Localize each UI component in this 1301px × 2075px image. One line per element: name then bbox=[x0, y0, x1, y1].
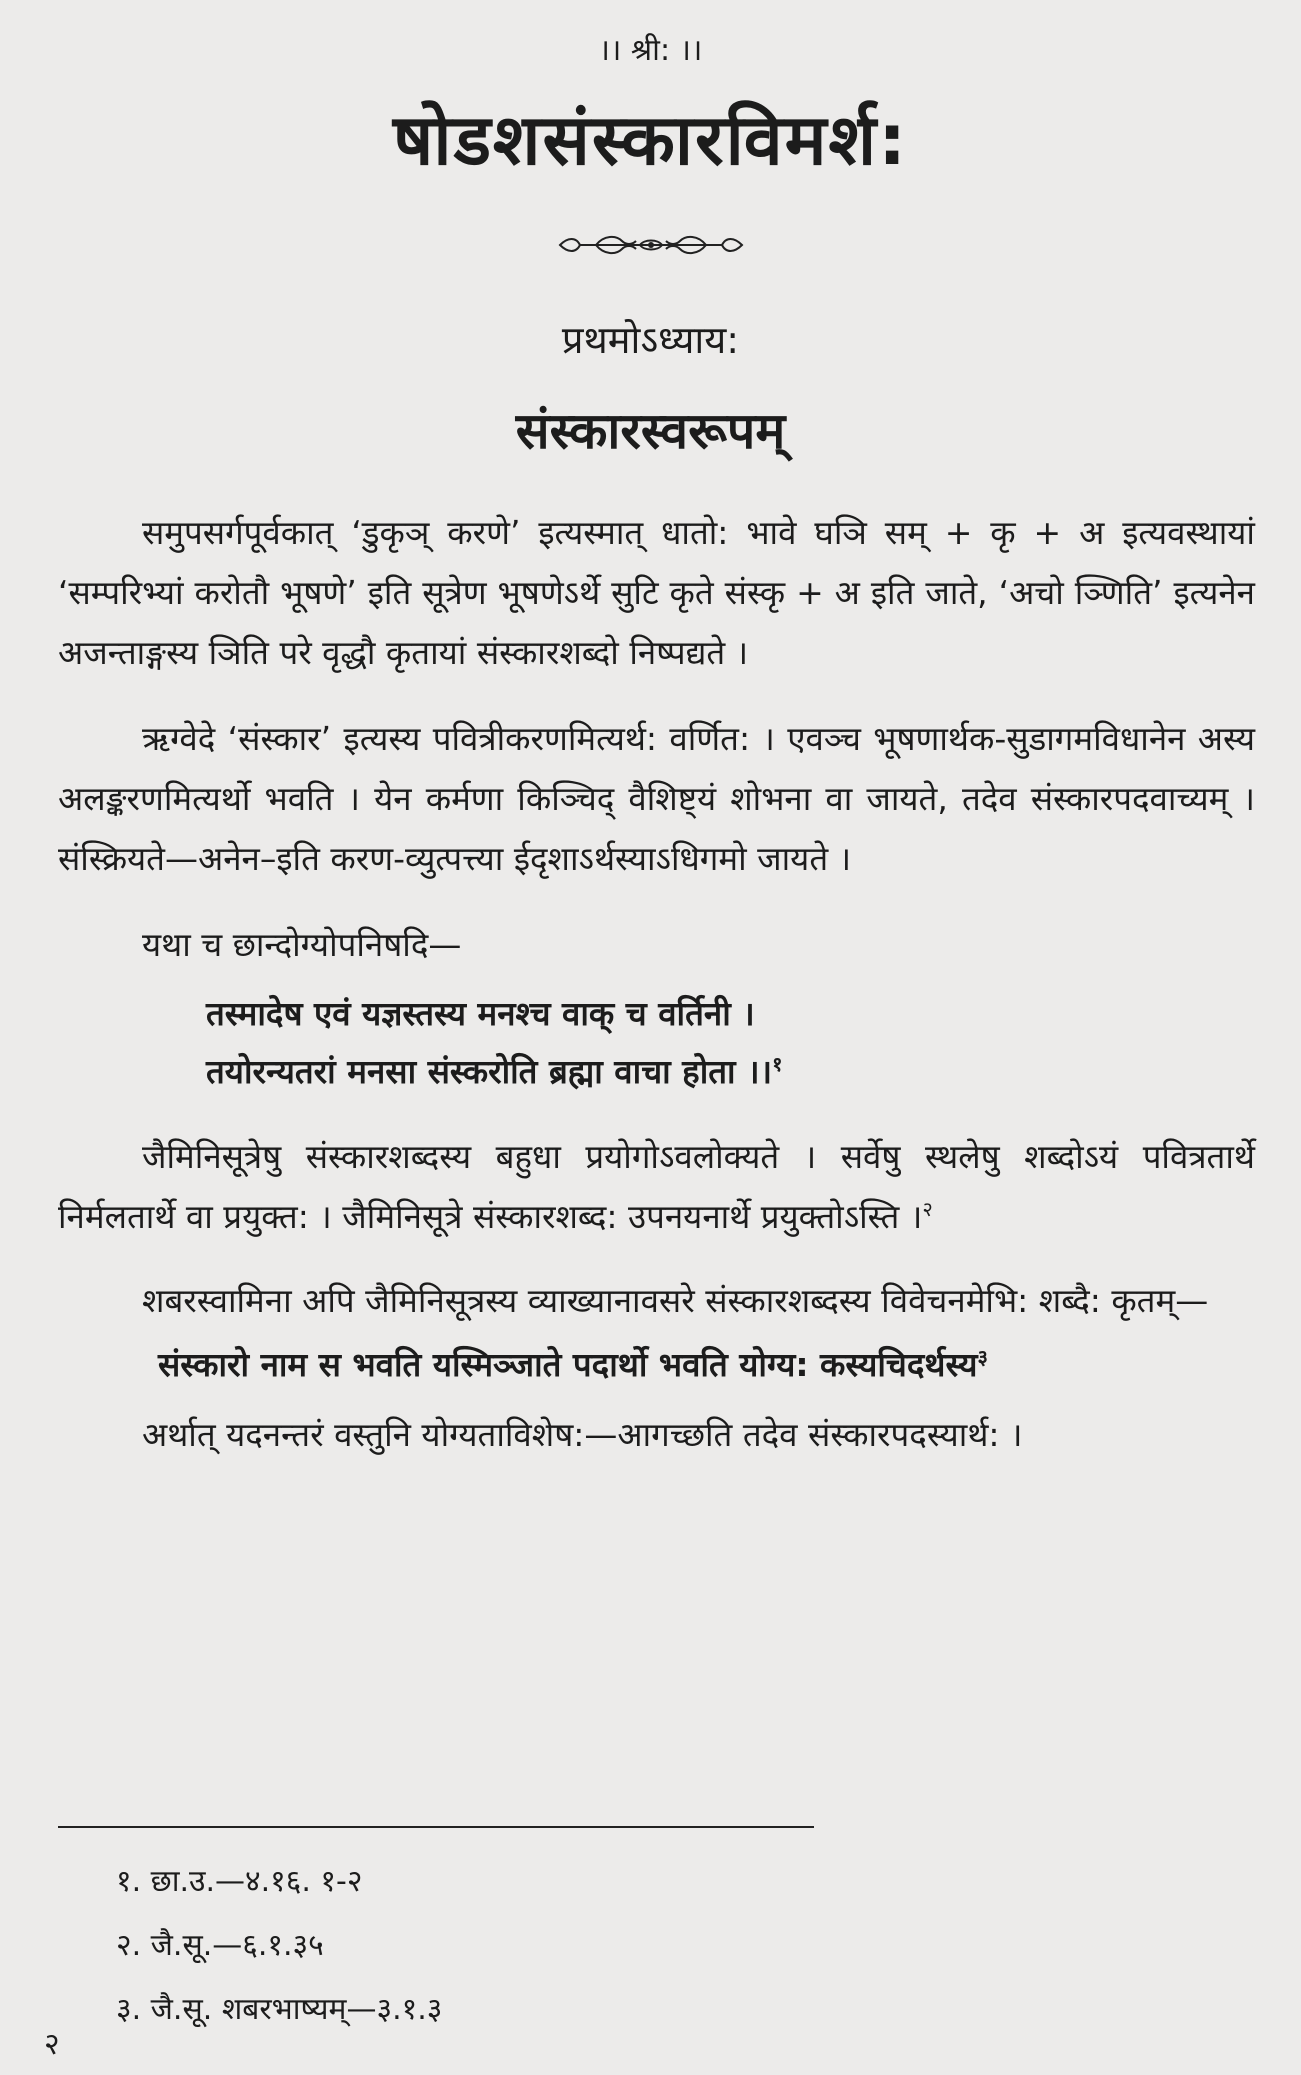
body-text bbox=[0, 503, 1301, 1465]
verse-quote bbox=[206, 985, 1255, 1101]
paragraph-etymology: समुपसर्गपूर्वकात् ‘डुकृञ् करणे’ इत्यस्मात् धातो: भावे घञि सम् + कृ + अ इत्यवस्थायां ‘सम्परिभ्यां करोतौ भूषणे’ इति सूत्रेण भूषणेऽर्थे सुटि कृते संस्कृ + अ इति जाते, ‘अचो ञ्णिति’ इत्यनेन अजन्ताङ्गस्य ञिति परे वृद्धौ कृतायां संस्कारशब्दो निष्पद्यते । bbox=[58, 513, 1255, 672]
footnote-marker-3: ३ bbox=[977, 1345, 988, 1369]
paragraph-jaimini-text: जैमिनिसूत्रेषु संस्कारशब्दस्य बहुधा प्रयोगोऽवलोक्यते । सर्वेषु स्थलेषु शब्दोऽयं पवित्रतार्थे निर्मलतार्थे वा प्रयुक्त: । जैमिनिसूत्रे संस्कारशब्द: उपनयनार्थे प्रयुक्तोऽस्ति । bbox=[58, 1137, 1255, 1236]
footnote-2: २. जै.सू.—६.१.३५ bbox=[116, 1928, 324, 1963]
scroll-ornament-icon bbox=[556, 231, 746, 259]
paragraph-shabara: शबरस्वामिना अपि जैमिनिसूत्रस्य व्याख्यानावसरे संस्कारशब्दस्य विवेचनमेभि: शब्दै: कृतम्— bbox=[142, 1281, 1209, 1320]
paragraph-chandogya-intro: यथा च छान्दोग्योपनिषदि— bbox=[142, 925, 462, 964]
footnote-3: ३. जै.सू. शबरभाष्यम्—३.१.३ bbox=[116, 1992, 443, 2027]
footnote-marker-2: २ bbox=[922, 1197, 933, 1221]
paragraph-final: अर्थात् यदनन्तरं वस्तुनि योग्यताविशेष:—आगच्छति तदेव संस्कारपदस्यार्थ: । bbox=[142, 1415, 1023, 1454]
paragraph-rigveda: ऋग्वेदे ‘संस्कार’ इत्यस्य पवित्रीकरणमित्यर्थ: वर्णित: । एवञ्च भूषणार्थक-सुडागमविधानेन अस्य अलङ्करणमित्यर्थो भवति । येन कर्मणा किञ्चिद् वैशिष्ट्यं शोभना वा जायते, तदेव संस्कारपदवाच्यम् । संस्क्रियते—अनेन–इति करण-व्युत्पत्त्या ईदृशाऽर्थस्याऽधिगमो जायते । bbox=[58, 719, 1255, 878]
shabara-quote bbox=[158, 1335, 1255, 1395]
verse-line-1: तस्मादेष एवं यज्ञस्तस्य मनश्च वाक् च वर्तिनी । bbox=[206, 994, 755, 1033]
invocation: ।। श्री: ।। bbox=[598, 33, 703, 68]
verse-line-2: तयोरन्यतरां मनसा संस्करोति ब्रह्मा वाचा होता ।। bbox=[206, 1052, 773, 1091]
paragraph-jaimini bbox=[58, 1127, 1255, 1247]
shabara-quote-text: संस्कारो नाम स भवति यस्मिञ्जाते पदार्थो भवति योग्य: कस्यचिदर्थस्य bbox=[158, 1345, 978, 1384]
footnote-divider bbox=[58, 1826, 814, 1828]
chapter-heading: प्रथमोऽध्याय: bbox=[561, 318, 740, 362]
footnote-marker-1: १ bbox=[772, 1052, 783, 1076]
verse-line-2-wrap bbox=[206, 1043, 1255, 1101]
page-title: षोडशसंस्कारविमर्श: bbox=[392, 99, 909, 181]
footnotes bbox=[116, 1850, 442, 2042]
section-title: संस्कारस्वरूपम् bbox=[515, 402, 786, 460]
footnote-1: १. छा.उ.—४.१६. १-२ bbox=[116, 1864, 363, 1899]
page-number: २ bbox=[44, 2027, 60, 2062]
